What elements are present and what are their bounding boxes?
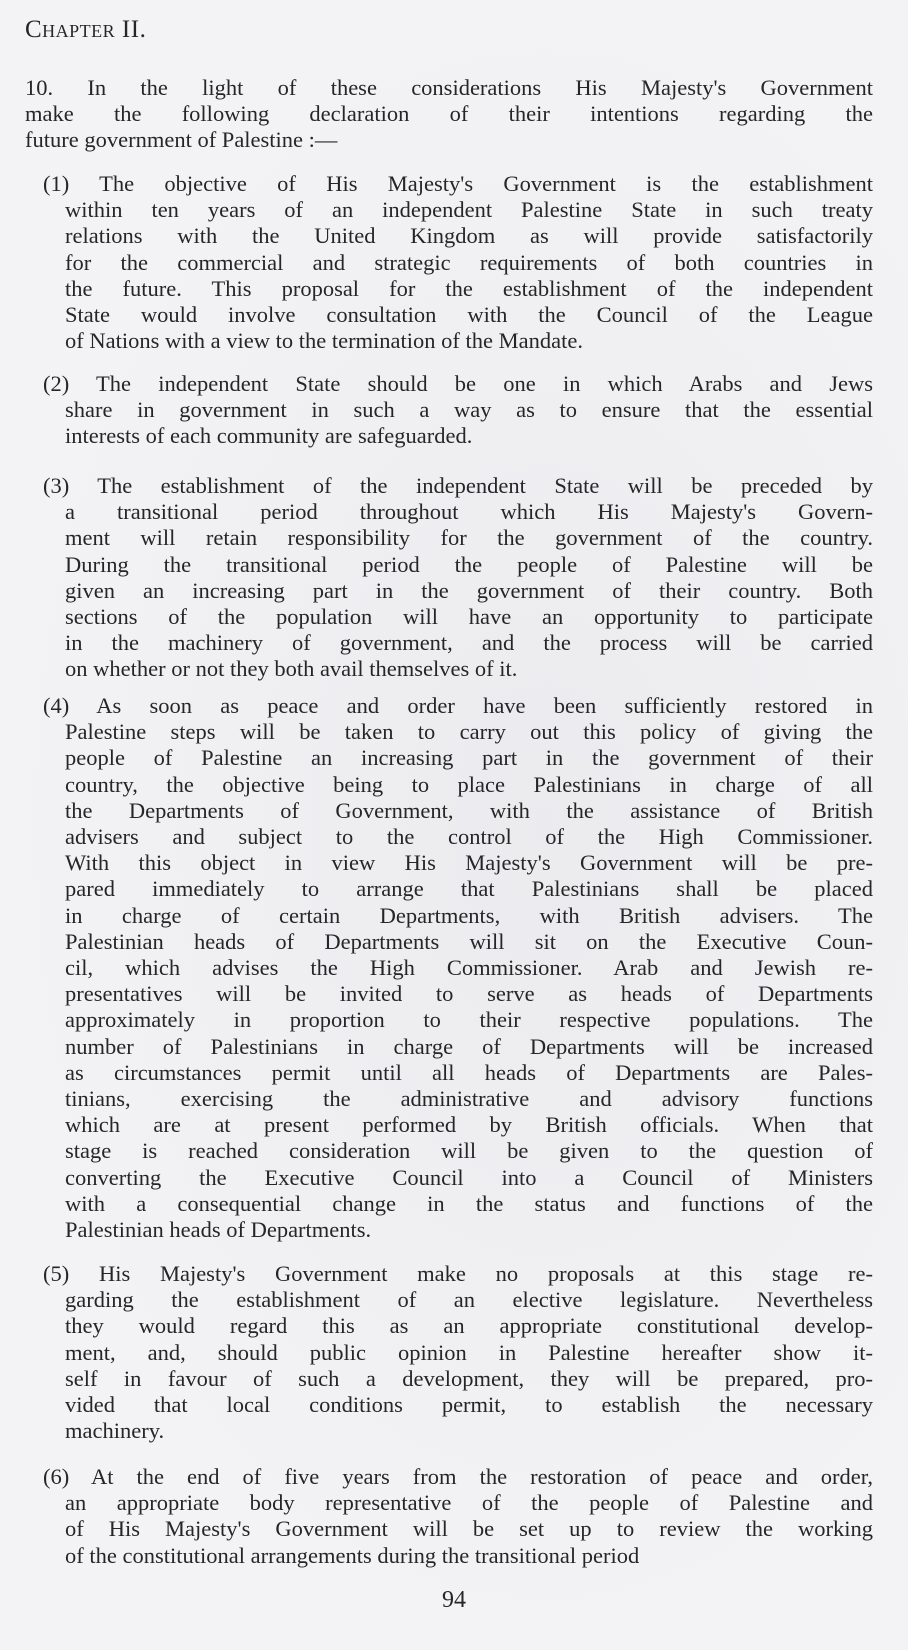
- text-line: Palestine steps will be taken to carry out this policy of giving the: [65, 719, 873, 745]
- text-line: tinians, exercising the administrative and advisory functions: [65, 1086, 873, 1111]
- text-line: pared immediately to arrange that Palestinians shall be placed: [65, 876, 873, 902]
- text-line: given an increasing part in the government of their country. Both: [65, 577, 873, 603]
- text-line: ment, and, should public opinion in Palestine hereafter show it-: [65, 1339, 873, 1365]
- text-line: the future. This proposal for the establishment of the independent: [65, 275, 873, 301]
- text-line: approximately in proportion to their respective populations. The: [65, 1007, 873, 1033]
- text-line: Palestinian heads of Departments will sit on the Executive Coun-: [65, 928, 873, 954]
- text-line: they would regard this as an appropriate constitutional develop-: [65, 1313, 873, 1339]
- text-line: in charge of certain Departments, with British advisers. The: [65, 902, 873, 928]
- text-line: vided that local conditions permit, to establish the necessary: [65, 1392, 873, 1417]
- text-line: which are at present performed by British officials. When that: [65, 1112, 873, 1138]
- text-line: (2) The independent State should be one in which Arabs and Jews: [43, 371, 873, 396]
- text-line: Palestinian heads of Departments.: [65, 1217, 372, 1242]
- text-line: cil, which advises the High Commissioner. Arab and Jewish re-: [65, 955, 873, 980]
- text-line: of His Majesty's Government will be set up to review the working: [65, 1516, 873, 1542]
- text-line: (1) The objective of His Majesty's Government is the establishment: [43, 171, 873, 196]
- text-line: country, the objective being to place Palestinians in charge of all: [65, 771, 873, 797]
- text-line: (3) The establishment of the independent State will be preceded by: [43, 473, 873, 498]
- text-line: 10. In the light of these considerations His Majesty's Government: [25, 75, 873, 100]
- text-line: presentatives will be invited to serve as heads of Departments: [65, 981, 873, 1007]
- text-line: on whether or not they both avail themselves of it.: [65, 656, 518, 682]
- chapter-heading: Chapter II.: [25, 16, 147, 43]
- text-line: future government of Palestine :—: [25, 127, 338, 153]
- text-line: State would involve consultation with the Council of the League: [65, 302, 873, 327]
- text-line: as circumstances permit until all heads of Departments are Pales-: [65, 1059, 873, 1085]
- text-line: the Departments of Government, with the assistance of British: [65, 797, 873, 823]
- text-line: of the constitutional arrangements during the transitional period: [65, 1542, 640, 1568]
- text-line: garding the establishment of an elective legislature. Nevertheless: [65, 1287, 873, 1313]
- text-line: a transitional period throughout which His Majesty's Govern-: [65, 499, 873, 525]
- text-line: (6) At the end of five years from the restoration of peace and order,: [43, 1464, 873, 1489]
- text-line: sections of the population will have an opportunity to participate: [65, 604, 873, 629]
- text-line: machinery.: [65, 1418, 165, 1444]
- text-line: self in favour of such a development, they will be prepared, pro-: [65, 1365, 873, 1391]
- text-line: people of Palestine an increasing part in the government of their: [65, 745, 873, 771]
- text-line: (5) His Majesty's Government make no proposals at this stage re-: [43, 1261, 873, 1286]
- text-line: for the commercial and strategic requirements of both countries in: [65, 249, 873, 275]
- text-line: an appropriate body representative of the people of Palestine and: [65, 1490, 873, 1516]
- text-line: stage is reached consideration will be given to the question of: [65, 1138, 873, 1164]
- text-line: share in government in such a way as to ensure that the essential: [65, 397, 873, 423]
- text-line: number of Palestinians in charge of Departments will be increased: [65, 1033, 873, 1059]
- text-line: of Nations with a view to the termination of the Mandate.: [65, 328, 583, 354]
- text-line: advisers and subject to the control of the High Commissioner.: [65, 824, 873, 849]
- text-line: (4) As soon as peace and order have been sufficiently restored in: [43, 693, 873, 718]
- text-line: With this object in view His Majesty's Government will be pre-: [65, 850, 873, 876]
- text-line: within ten years of an independent Palestine State in such treaty: [65, 197, 873, 223]
- text-line: During the transitional period the people of Palestine will be: [65, 551, 873, 577]
- page-number: 94: [442, 1587, 466, 1613]
- text-line: with a consequential change in the status and functions of the: [65, 1190, 873, 1216]
- text-line: relations with the United Kingdom as will provide satisfactorily: [65, 223, 873, 249]
- text-line: ment will retain responsibility for the government of the country.: [65, 525, 873, 551]
- text-line: converting the Executive Council into a Council of Ministers: [65, 1164, 873, 1190]
- text-line: in the machinery of government, and the process will be carried: [65, 630, 873, 656]
- text-line: interests of each community are safeguarded.: [65, 423, 473, 449]
- text-line: make the following declaration of their intentions regarding the: [25, 101, 873, 127]
